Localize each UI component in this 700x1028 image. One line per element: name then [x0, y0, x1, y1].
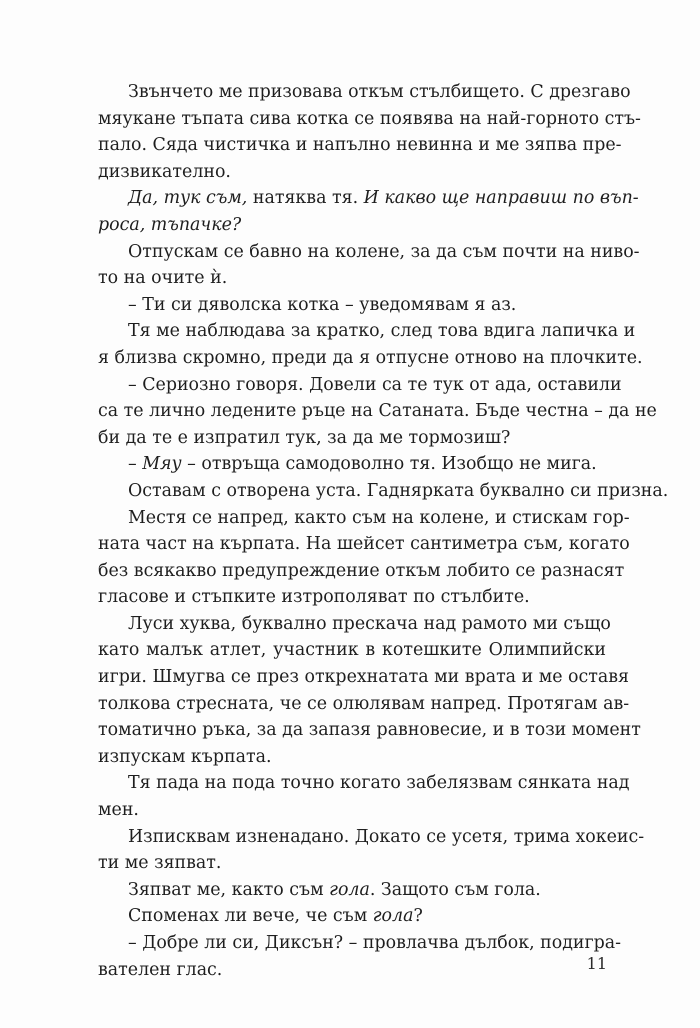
text-segment: Зяпват ме, както съм [128, 879, 330, 900]
text-line [98, 664, 630, 691]
text-line [98, 850, 606, 877]
text-line [98, 425, 606, 452]
text-line [98, 744, 606, 771]
text-segment: дизвикателно. [98, 161, 231, 182]
text-line [98, 505, 630, 532]
text-line [98, 717, 641, 744]
text-line [98, 691, 630, 718]
text-line [98, 372, 622, 399]
text-segment: гласове и стъпките изтрополяват по стълбите. [98, 587, 530, 608]
italic-segment: И какво ще направиш по въп- [363, 188, 639, 209]
text-line [98, 159, 606, 186]
text-segment: – Ти си дяволска котка – уведомявам я аз. [128, 294, 517, 315]
text-line [98, 824, 645, 851]
italic-segment: гола [372, 906, 414, 927]
text-segment: мен. [98, 800, 139, 821]
text-segment: то на очите ѝ. [98, 268, 228, 289]
text-line [98, 345, 643, 372]
text-segment: – Сериозно говоря. Довели са те тук от ада, оставили [128, 374, 622, 395]
text-segment: като малък атлет, участник в котешките Олимпийски [98, 640, 606, 661]
text-segment: пало. Сяда чистичка и напълно невинна и ме зяпва пре- [98, 135, 622, 156]
italic-segment: Да, тук съм, [128, 188, 248, 209]
text-segment: ти ме зяпват. [98, 853, 222, 874]
text-segment: игри. Шмугва се през открехнатата ми врата и ме оставя [98, 667, 630, 688]
text-segment: Отпускам се бавно на колене, за да съм почти на ниво- [128, 241, 640, 262]
text-line [98, 79, 631, 106]
text-segment: изпускам кърпата. [98, 746, 272, 767]
italic-segment: Мяу [142, 454, 182, 475]
text-segment: – [128, 454, 143, 475]
text-segment: вателен глас. [98, 959, 223, 980]
page-number: 11 [586, 954, 607, 973]
text-line [98, 239, 640, 266]
text-line [98, 106, 641, 133]
text-segment: томатично ръка, за да запазя равновесие, и в този момент [98, 720, 641, 741]
text-segment: я близва скромно, преди да я отпусне отново на плочките. [98, 347, 643, 368]
text-line [98, 903, 606, 930]
text-line [98, 930, 621, 957]
italic-segment: роса, тъпачке? [98, 214, 242, 235]
text-segment: – отвръща самодоволно тя. Изобщо не мига. [181, 454, 597, 475]
text-line [98, 584, 606, 611]
text-line [98, 611, 611, 638]
text-segment: ната част на кърпата. На шейсет сантиметра съм, когато [98, 534, 630, 555]
text-line [98, 132, 622, 159]
text-line [98, 957, 606, 984]
text-segment: . Защото съм гола. [369, 879, 541, 900]
text-segment: Тя ме наблюдава за кратко, след това вдига лапичка и [128, 321, 636, 342]
text-segment: Оставам с отворена уста. Гаднярката буквално си призна. [128, 480, 669, 501]
text-segment: Луси хуква, буквално прескача над рамото ми също [128, 613, 611, 634]
text-line [98, 451, 606, 478]
text-line [98, 398, 657, 425]
text-line [98, 212, 606, 239]
text-line [98, 318, 636, 345]
text-segment: би да те е изпратил тук, за да ме тормозиш? [98, 427, 511, 448]
text-line [98, 770, 630, 797]
text-segment: Тя пада на пода точно когато забелязвам сянката над [128, 773, 630, 794]
text-segment: са те лично ледените ръце на Сатаната. Бъде честна – да не [98, 401, 657, 422]
text-segment: мяукане тъпата сива котка се появява на най-горното стъ- [98, 108, 641, 129]
text-line [98, 478, 669, 505]
text-segment: – Добре ли си, Диксън? – провлачва дълбок, подигра- [128, 933, 621, 953]
text-segment: Изписквам изненадано. Докато се усетя, трима хокеис- [128, 826, 645, 847]
text-line [98, 531, 630, 558]
body-text [98, 79, 669, 983]
text-segment: Споменах ли вече, че съм [128, 906, 373, 927]
text-segment: ? [413, 906, 423, 927]
text-segment: Звънчето ме призовава откъм стълбището. С дрезгаво [128, 82, 631, 102]
text-line [98, 292, 606, 319]
italic-segment: гола [329, 879, 370, 900]
text-line [98, 558, 625, 585]
text-segment: натяква тя. [247, 188, 364, 209]
text-line [98, 877, 606, 904]
text-line [98, 265, 606, 292]
text-line [98, 797, 606, 824]
text-line [98, 185, 639, 212]
text-segment: толкова стресната, че се олюлявам напред. Протягам ав- [98, 693, 630, 714]
text-segment: Местя се напред, както съм на колене, и стискам гор- [128, 507, 630, 528]
text-line [98, 637, 606, 664]
text-segment: без всякакво предупреждение откъм лобито се разнасят [98, 560, 625, 581]
